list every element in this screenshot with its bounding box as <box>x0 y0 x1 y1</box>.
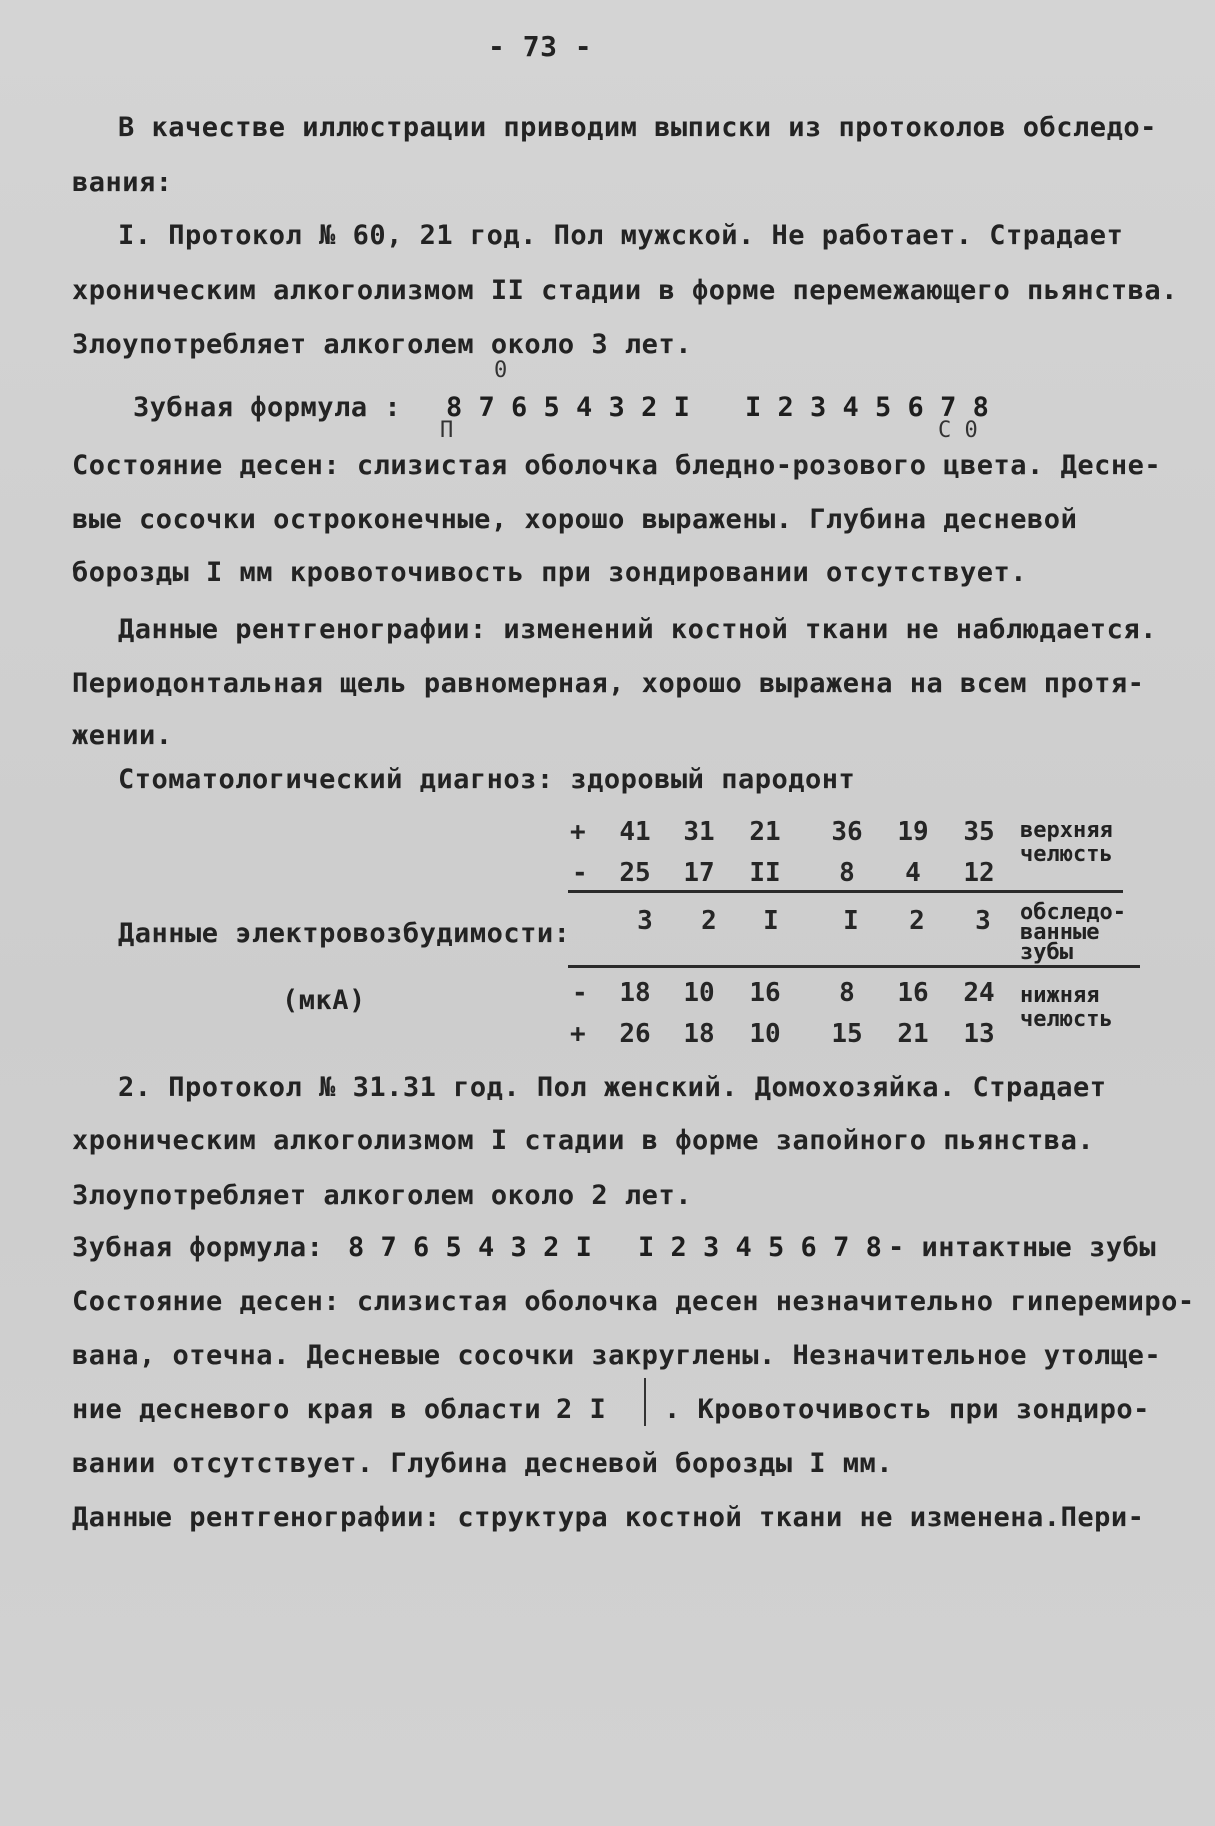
upper-plus-cell: 19 <box>897 817 929 847</box>
protocol1-gums-2: вые сосочки остроконечные, хорошо выражены. Глубина десневой <box>72 504 1078 535</box>
teeth-cell: 3 <box>975 906 991 936</box>
formula-mark-below-left: П <box>440 418 454 443</box>
protocol2-gums-3b: . Кровоточивость при зондиро- <box>664 1394 1150 1425</box>
protocol2-formula-right: I 2 3 4 5 6 7 8 <box>638 1232 882 1263</box>
protocol2-gums-4: вании отсутствует. Глубина десневой борозды I мм. <box>72 1448 894 1479</box>
protocol2-line-3: Злоупотребляет алкоголем около 2 лет. <box>72 1180 692 1211</box>
page-number: - 73 - <box>488 30 593 63</box>
protocol1-xray-2: Периодонтальная щель равномерная, хорошо выражена на всем протя- <box>72 668 1145 699</box>
protocol2-xray-1: Данные рентгенографии: структура костной ткани не изменена.Пери- <box>72 1502 1145 1533</box>
teeth-label-2: ванные <box>1020 920 1100 945</box>
table-rule-bottom <box>568 965 1140 968</box>
tooth-quadrant-bracket <box>556 1378 646 1426</box>
intro-line-2: вания: <box>72 167 173 198</box>
protocol2-gums-3a: ние десневого края в области <box>72 1394 542 1425</box>
upper-plus-cell: 35 <box>963 817 995 847</box>
teeth-label-3: зубы <box>1020 940 1073 965</box>
ede-label: Данные электровозбудимости: <box>118 918 571 949</box>
lower-jaw-label-1: нижняя <box>1020 983 1100 1008</box>
upper-minus-cell: II <box>749 858 781 888</box>
teeth-cell: I <box>843 906 859 936</box>
formula-mark-below-right: С 0 <box>938 418 978 443</box>
protocol2-line-2: хроническим алкоголизмом I стадии в форме запойного пьянства. <box>72 1125 1095 1156</box>
lower-plus-sign: + <box>570 1019 586 1049</box>
lower-minus-cell: 18 <box>619 978 651 1008</box>
protocol1-gums-1: Состояние десен: слизистая оболочка бледно-розового цвета. Десне- <box>72 450 1162 481</box>
protocol1-xray-1: Данные рентгенографии: изменений костной ткани не наблюдается. <box>118 614 1157 645</box>
upper-jaw-label-2: челюсть <box>1020 842 1113 867</box>
upper-minus-cell: 17 <box>683 858 715 888</box>
protocol1-diagnosis: Стоматологический диагноз: здоровый пародонт <box>118 764 856 795</box>
lower-minus-sign: - <box>572 978 588 1008</box>
upper-plus-cell: 41 <box>619 817 651 847</box>
protocol1-line-1: I. Протокол № 60, 21 год. Пол мужской. Не работает. Страдает <box>118 220 1124 251</box>
lower-minus-cell: 8 <box>839 978 855 1008</box>
protocol1-line-3: Злоупотребляет алкоголем около 3 лет. <box>72 329 692 360</box>
protocol2-gums-3-teeth: 2 I <box>556 1394 607 1425</box>
upper-minus-cell: 25 <box>619 858 651 888</box>
upper-plus-cell: 31 <box>683 817 715 847</box>
upper-plus-sign: + <box>570 817 586 847</box>
ede-unit: (мкА) <box>282 985 366 1016</box>
upper-jaw-label-1: верхняя <box>1020 818 1113 843</box>
teeth-cell: 3 <box>637 906 653 936</box>
protocol1-xray-3: жении. <box>72 720 173 751</box>
formula-mark-above: 0 <box>494 358 508 383</box>
teeth-label-1: обследо- <box>1020 900 1126 925</box>
upper-minus-sign: - <box>572 858 588 888</box>
protocol2-gums-2: вана, отечна. Десневые сосочки закруглены. Незначительное утолще- <box>72 1340 1162 1371</box>
protocol2-formula-label: Зубная формула: <box>72 1232 324 1263</box>
teeth-cell: 2 <box>701 906 717 936</box>
upper-minus-cell: 8 <box>839 858 855 888</box>
upper-minus-cell: 4 <box>905 858 921 888</box>
lower-minus-cell: 24 <box>963 978 995 1008</box>
protocol1-formula-label: Зубная формула : <box>133 392 402 423</box>
teeth-cell: 2 <box>909 906 925 936</box>
protocol2-formula-note: - интактные зубы <box>888 1232 1157 1263</box>
protocol2-gums-1: Состояние десен: слизистая оболочка десен незначительно гиперемиро- <box>72 1286 1195 1317</box>
upper-plus-cell: 36 <box>831 817 863 847</box>
upper-plus-cell: 21 <box>749 817 781 847</box>
protocol2-formula-left: 8 7 6 5 4 3 2 I <box>348 1232 592 1263</box>
protocol1-gums-3: борозды I мм кровоточивость при зондировании отсутствует. <box>72 557 1028 588</box>
protocol1-line-2: хроническим алкоголизмом II стадии в форме перемежающего пьянства. <box>72 275 1178 306</box>
lower-jaw-label-2: челюсть <box>1020 1007 1113 1032</box>
lower-plus-cell: 13 <box>963 1019 995 1049</box>
lower-plus-cell: 26 <box>619 1019 651 1049</box>
table-rule-top <box>568 890 1123 893</box>
teeth-cell: I <box>763 906 779 936</box>
protocol1-formula-left: 8 7 6 5 4 3 2 I <box>446 392 690 423</box>
protocol1-formula-right: I 2 3 4 5 6 7 8 <box>745 392 989 423</box>
lower-minus-cell: 10 <box>683 978 715 1008</box>
lower-plus-cell: 10 <box>749 1019 781 1049</box>
lower-plus-cell: 21 <box>897 1019 929 1049</box>
lower-plus-cell: 15 <box>831 1019 863 1049</box>
lower-plus-cell: 18 <box>683 1019 715 1049</box>
intro-line-1: В качестве иллюстрации приводим выписки из протоколов обследо- <box>118 112 1157 143</box>
protocol2-line-1: 2. Протокол № 31.31 год. Пол женский. Домохозяйка. Страдает <box>118 1072 1107 1103</box>
lower-minus-cell: 16 <box>749 978 781 1008</box>
upper-minus-cell: 12 <box>963 858 995 888</box>
lower-minus-cell: 16 <box>897 978 929 1008</box>
